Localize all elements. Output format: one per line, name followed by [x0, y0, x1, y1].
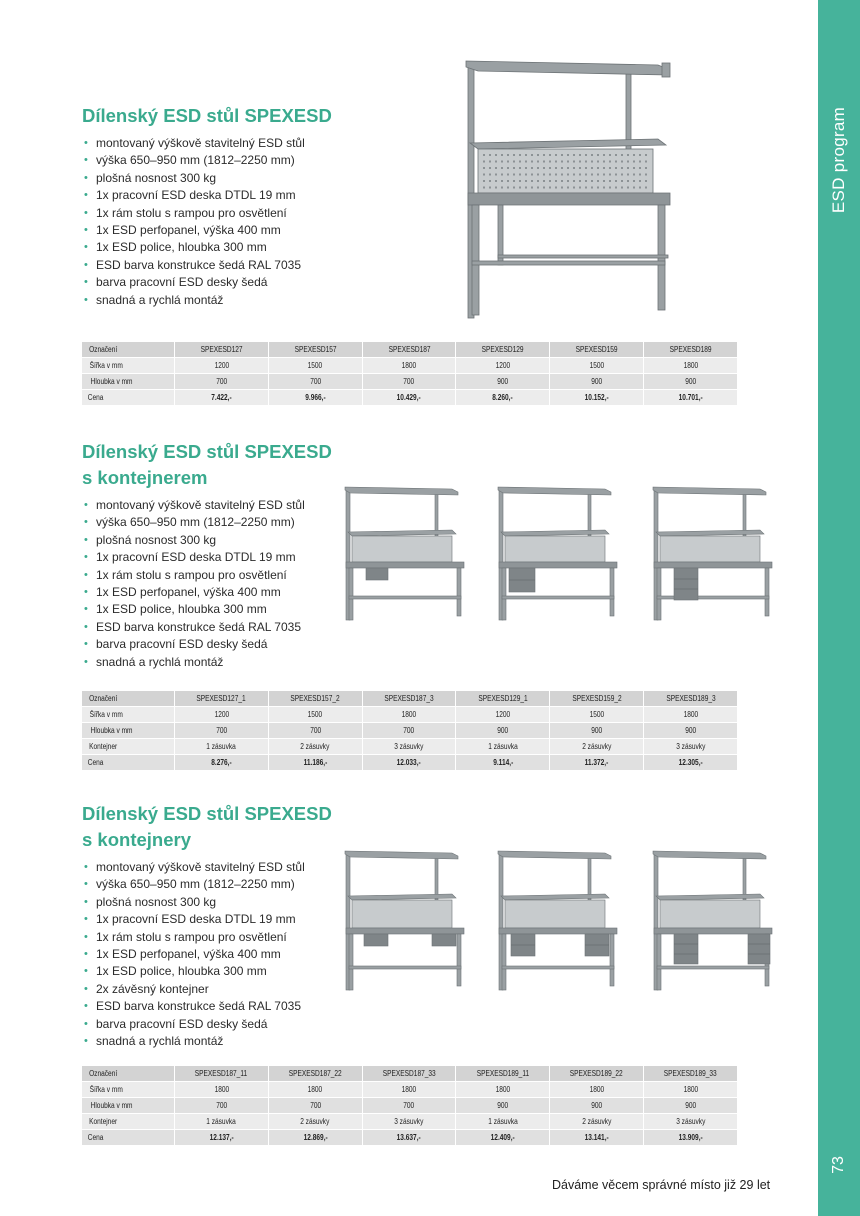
section-title-line: s kontejnery	[82, 829, 191, 850]
workbench-image-containers-1	[340, 848, 470, 994]
price-cell: 11.186,-	[268, 755, 362, 771]
table-cell: 900	[644, 723, 738, 739]
table-price-row	[82, 1130, 738, 1146]
table-cell: 1 zásuvka	[175, 1114, 269, 1130]
table-header-cell: SPEXESD187_3	[362, 691, 456, 707]
table-cell: Hloubka v mm	[82, 1098, 175, 1114]
price-cell: 12.305,-	[644, 755, 738, 771]
price-cell: 12.869,-	[268, 1130, 362, 1146]
table-header-cell: SPEXESD189_22	[550, 1066, 644, 1082]
section-3	[82, 801, 332, 1050]
table-cell: 1800	[362, 707, 456, 723]
workbench-image-container-3	[648, 484, 778, 624]
table-cell: 700	[362, 374, 456, 390]
table-row	[82, 723, 738, 739]
table-header-cell: SPEXESD129_1	[456, 691, 550, 707]
feature-item: • barva pracovní ESD desky šedá	[82, 274, 332, 291]
feature-item: • plošná nosnost 300 kg	[82, 532, 332, 549]
table-header-cell: Označení	[82, 1066, 175, 1082]
price-cell: 9.966,-	[268, 390, 362, 406]
feature-item: • montovaný výškově stavitelný ESD stůl	[82, 497, 332, 514]
table-cell: 2 zásuvky	[550, 1114, 644, 1130]
table-header-cell: Označení	[82, 342, 175, 358]
workbench-image-containers-3	[648, 848, 778, 994]
section-title-line: s kontejnerem	[82, 467, 208, 488]
feature-item: • výška 650–950 mm (1812–2250 mm)	[82, 152, 332, 169]
price-cell: 13.909,-	[644, 1130, 738, 1146]
table-header-cell: SPEXESD187_11	[175, 1066, 269, 1082]
table-cell: 1 zásuvka	[456, 739, 550, 755]
table-cell: 1500	[268, 707, 362, 723]
table-cell: 3 zásuvky	[362, 739, 456, 755]
feature-item: • plošná nosnost 300 kg	[82, 170, 332, 187]
page-number	[818, 1150, 860, 1180]
table-header-cell: SPEXESD187_33	[362, 1066, 456, 1082]
feature-list	[82, 497, 332, 671]
feature-item: • 1x pracovní ESD deska DTDL 19 mm	[82, 549, 332, 566]
price-cell: 13.141,-	[550, 1130, 644, 1146]
table-cell: Cena	[82, 755, 175, 771]
feature-item: • 1x pracovní ESD deska DTDL 19 mm	[82, 187, 332, 204]
section-title	[82, 103, 332, 129]
table-cell: Šířka v mm	[82, 358, 175, 374]
spec-table-1	[82, 342, 738, 406]
table-cell: 900	[644, 374, 738, 390]
table-cell: 1 zásuvka	[456, 1114, 550, 1130]
price-cell: 8.260,-	[456, 390, 550, 406]
feature-item: • 1x rám stolu s rampou pro osvětlení	[82, 205, 332, 222]
feature-item: • výška 650–950 mm (1812–2250 mm)	[82, 876, 332, 893]
price-cell: 9.114,-	[456, 755, 550, 771]
table-cell: 1 zásuvka	[175, 739, 269, 755]
feature-item: • 1x ESD police, hloubka 300 mm	[82, 239, 332, 256]
table-row	[82, 1114, 738, 1130]
side-label-text: ESD program	[829, 106, 848, 214]
workbench-image-container-1	[340, 484, 470, 624]
table-cell: 1800	[362, 358, 456, 374]
feature-item: • snadná a rychlá montáž	[82, 292, 332, 309]
price-cell: 12.137,-	[175, 1130, 269, 1146]
feature-item: • 1x ESD perfopanel, výška 400 mm	[82, 222, 332, 239]
price-cell: 13.637,-	[362, 1130, 456, 1146]
table-header-cell: SPEXESD187_22	[268, 1066, 362, 1082]
page-number-text: 73	[830, 1156, 847, 1174]
table-cell: 900	[456, 374, 550, 390]
table-cell: 1200	[456, 707, 550, 723]
table-cell: 900	[550, 723, 644, 739]
table-cell: 1200	[456, 358, 550, 374]
table-header-cell: SPEXESD189_11	[456, 1066, 550, 1082]
table-cell: 1800	[456, 1082, 550, 1098]
table-header-cell: SPEXESD187	[362, 342, 456, 358]
table-cell: 1800	[550, 1082, 644, 1098]
table-cell: 1200	[175, 358, 269, 374]
table-cell: 700	[268, 374, 362, 390]
table-cell: 1200	[175, 707, 269, 723]
table-cell: 900	[550, 1098, 644, 1114]
table-cell: Kontejner	[82, 1114, 175, 1130]
feature-item: • barva pracovní ESD desky šedá	[82, 1016, 332, 1033]
table-price-row	[82, 755, 738, 771]
feature-item: • 2x závěsný kontejner	[82, 981, 332, 998]
feature-item: • 1x ESD police, hloubka 300 mm	[82, 963, 332, 980]
table-cell: 700	[268, 1098, 362, 1114]
table-cell: 1800	[268, 1082, 362, 1098]
feature-item: • 1x rám stolu s rampou pro osvětlení	[82, 567, 332, 584]
table-cell: 700	[175, 1098, 269, 1114]
table-cell: Šířka v mm	[82, 1082, 175, 1098]
table-cell: 1500	[550, 707, 644, 723]
table-row	[82, 739, 738, 755]
price-cell: 10.701,-	[644, 390, 738, 406]
table-cell: 3 zásuvky	[644, 739, 738, 755]
workbench-image-containers-2	[493, 848, 623, 994]
price-cell: 7.422,-	[175, 390, 269, 406]
table-row	[82, 374, 738, 390]
table-header-cell: SPEXESD157_2	[268, 691, 362, 707]
table-cell: 700	[362, 1098, 456, 1114]
table-header-row	[82, 1066, 738, 1082]
feature-item: • 1x rám stolu s rampou pro osvětlení	[82, 929, 332, 946]
table-cell: 1800	[175, 1082, 269, 1098]
section-title	[82, 801, 332, 853]
table-cell: 900	[456, 1098, 550, 1114]
price-cell: 11.372,-	[550, 755, 644, 771]
table-cell: 2 zásuvky	[550, 739, 644, 755]
table-cell: 700	[362, 723, 456, 739]
price-cell: 8.276,-	[175, 755, 269, 771]
table-row	[82, 707, 738, 723]
table-cell: 3 zásuvky	[644, 1114, 738, 1130]
feature-item: • ESD barva konstrukce šedá RAL 7035	[82, 257, 332, 274]
table-cell: 1800	[644, 707, 738, 723]
table-header-cell: SPEXESD189	[644, 342, 738, 358]
feature-item: • 1x ESD perfopanel, výška 400 mm	[82, 584, 332, 601]
feature-item: • 1x pracovní ESD deska DTDL 19 mm	[82, 911, 332, 928]
table-row	[82, 358, 738, 374]
table-header-cell: SPEXESD189_33	[644, 1066, 738, 1082]
table-cell: 1800	[644, 358, 738, 374]
table-header-cell: SPEXESD127	[175, 342, 269, 358]
table-cell: Cena	[82, 1130, 175, 1146]
feature-item: • barva pracovní ESD desky šedá	[82, 636, 332, 653]
spec-table-3	[82, 1066, 738, 1146]
feature-list	[82, 859, 332, 1050]
section-title-line: Dílenský ESD stůl SPEXESD	[82, 803, 332, 824]
workbench-image-large	[458, 55, 688, 325]
table-cell: 3 zásuvky	[362, 1114, 456, 1130]
section-2	[82, 439, 332, 671]
table-header-row	[82, 342, 738, 358]
feature-item: • ESD barva konstrukce šedá RAL 7035	[82, 619, 332, 636]
table-header-cell: SPEXESD129	[456, 342, 550, 358]
table-cell: Cena	[82, 390, 175, 406]
table-cell: 2 zásuvky	[268, 1114, 362, 1130]
feature-list	[82, 135, 332, 309]
table-cell: 2 zásuvky	[268, 739, 362, 755]
feature-item: • plošná nosnost 300 kg	[82, 894, 332, 911]
price-cell: 12.409,-	[456, 1130, 550, 1146]
table-cell: 700	[175, 723, 269, 739]
feature-item: • montovaný výškově stavitelný ESD stůl	[82, 859, 332, 876]
workbench-image-container-2	[493, 484, 623, 624]
table-cell: 1800	[362, 1082, 456, 1098]
price-cell: 12.033,-	[362, 755, 456, 771]
section-1	[82, 103, 332, 309]
section-title	[82, 439, 332, 491]
section-title-line: Dílenský ESD stůl SPEXESD	[82, 441, 332, 462]
feature-item: • 1x ESD police, hloubka 300 mm	[82, 601, 332, 618]
table-cell: Šířka v mm	[82, 707, 175, 723]
feature-item: • výška 650–950 mm (1812–2250 mm)	[82, 514, 332, 531]
table-row	[82, 1082, 738, 1098]
table-cell: 900	[550, 374, 644, 390]
table-header-cell: SPEXESD189_3	[644, 691, 738, 707]
table-cell: Hloubka v mm	[82, 374, 175, 390]
footer-tagline: Dáváme věcem správné místo již 29 let	[552, 1178, 771, 1192]
table-header-cell: SPEXESD159_2	[550, 691, 644, 707]
feature-item: • 1x ESD perfopanel, výška 400 mm	[82, 946, 332, 963]
price-cell: 10.429,-	[362, 390, 456, 406]
table-cell: 700	[175, 374, 269, 390]
side-label	[818, 100, 860, 220]
table-cell: 1500	[268, 358, 362, 374]
table-header-cell: SPEXESD159	[550, 342, 644, 358]
table-cell: 1500	[550, 358, 644, 374]
table-header-cell: SPEXESD127_1	[175, 691, 269, 707]
table-cell: 700	[268, 723, 362, 739]
spec-table-2	[82, 691, 738, 771]
feature-item: • snadná a rychlá montáž	[82, 1033, 332, 1050]
feature-item: • snadná a rychlá montáž	[82, 654, 332, 671]
section-title-line: Dílenský ESD stůl SPEXESD	[82, 105, 332, 126]
table-row	[82, 1098, 738, 1114]
feature-item: • montovaný výškově stavitelný ESD stůl	[82, 135, 332, 152]
table-cell: 900	[644, 1098, 738, 1114]
table-price-row	[82, 390, 738, 406]
table-header-cell: SPEXESD157	[268, 342, 362, 358]
price-cell: 10.152,-	[550, 390, 644, 406]
table-cell: Kontejner	[82, 739, 175, 755]
table-cell: 900	[456, 723, 550, 739]
feature-item: • ESD barva konstrukce šedá RAL 7035	[82, 998, 332, 1015]
table-header-row	[82, 691, 738, 707]
table-header-cell: Označení	[82, 691, 175, 707]
table-cell: 1800	[644, 1082, 738, 1098]
table-cell: Hloubka v mm	[82, 723, 175, 739]
